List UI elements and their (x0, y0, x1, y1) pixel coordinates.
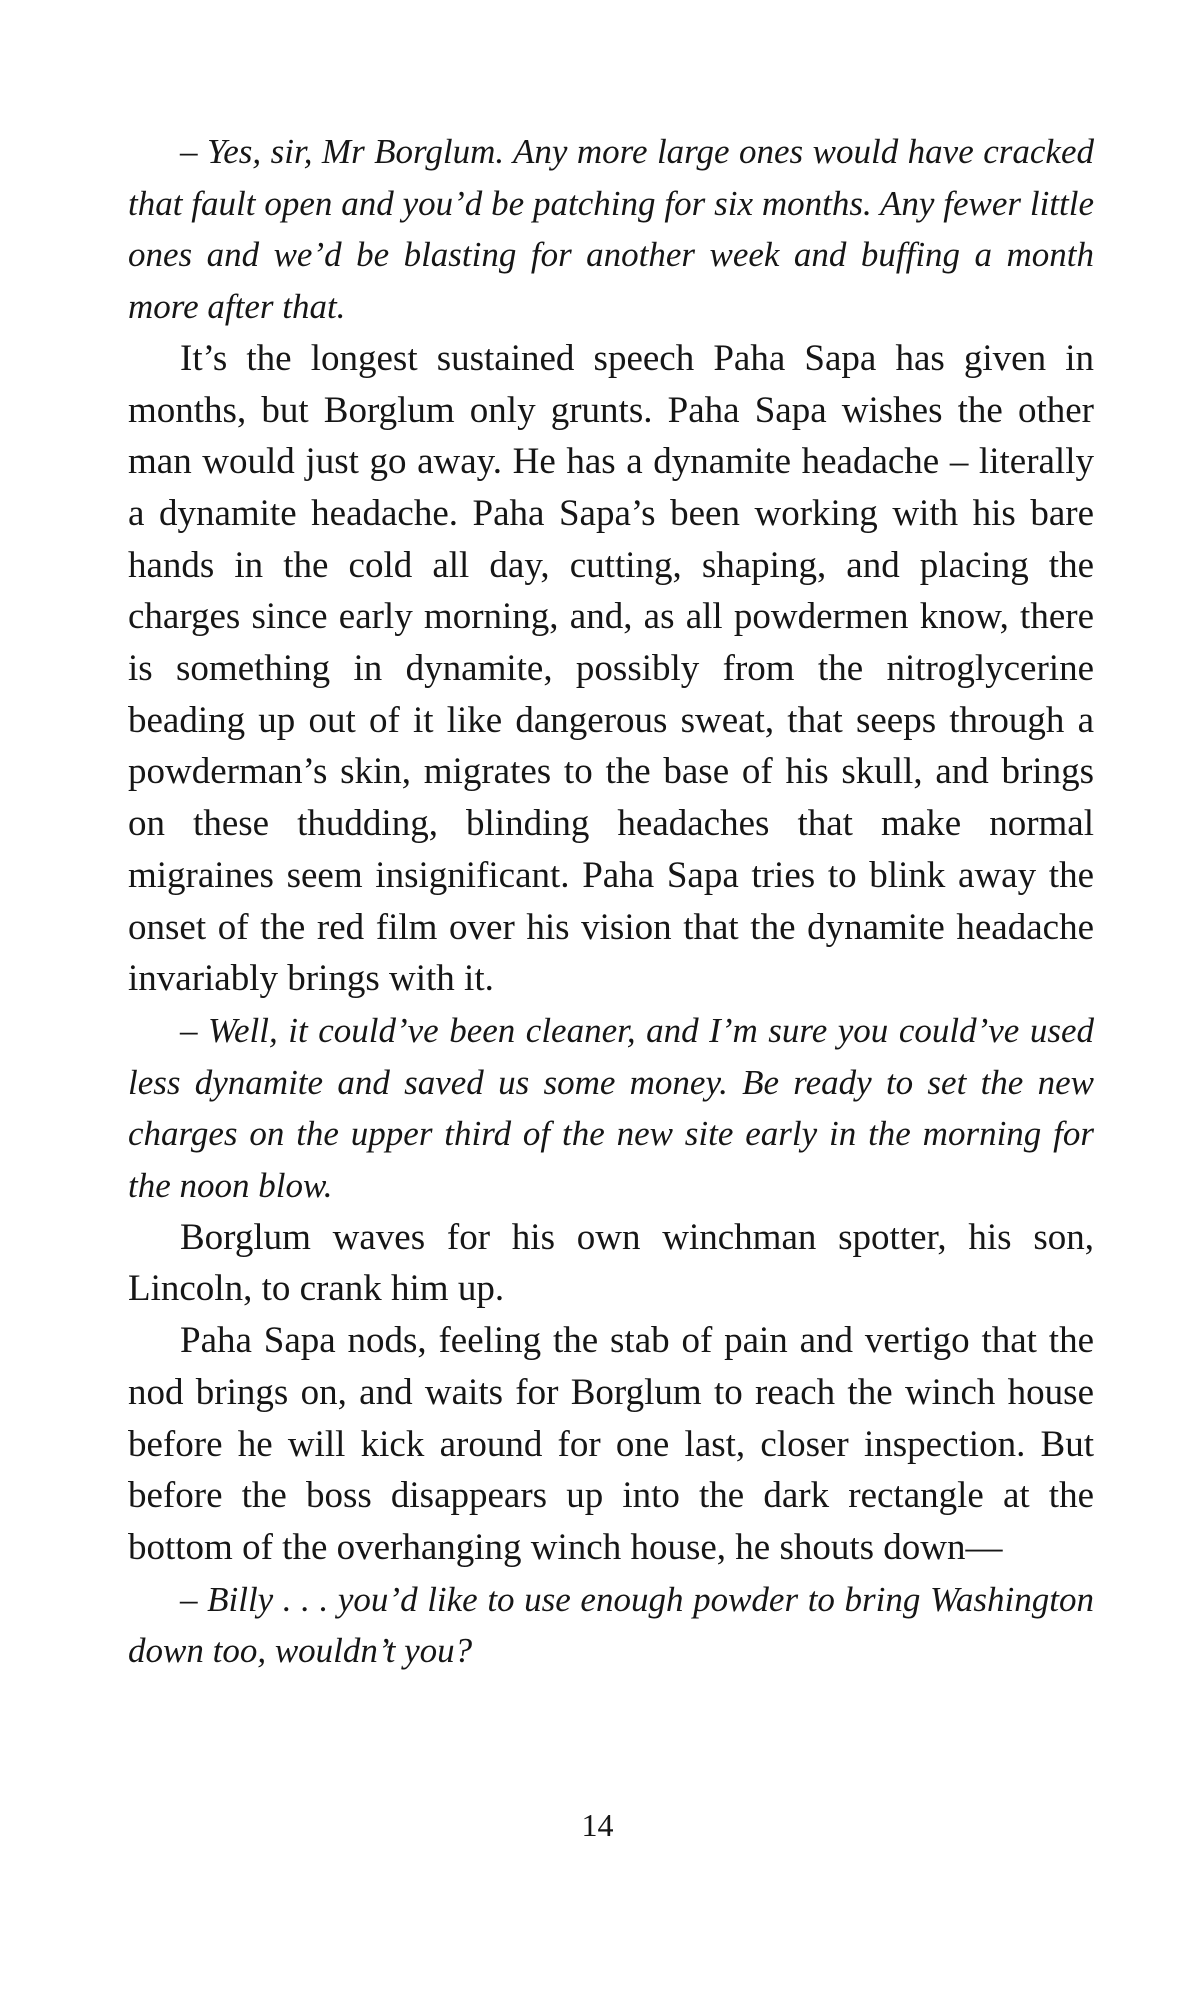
page-number: 14 (581, 1807, 614, 1843)
dialogue-paragraph: – Yes, sir, Mr Borglum. Any more large ones would have cracked that fault open and you’d be patching for six months. Any fewer little ones and we’d be blasting for another week and buffing a month more after that. (128, 132, 1094, 327)
narrative-paragraph: It’s the longest sustained speech Paha Sapa has given in months, but Borglum only grunts. Paha Sapa wishes the other man would just go away. He has a dynamite headache – literally a dynamite headache. Paha Sapa’s been working with his bare hands in the cold all day, cutting, shaping, and placing the charges since early morning, and, as all powdermen know, there is something in dynamite, possibly from the nitroglycerine beading up out of it like dangerous sweat, that seeps through a powderman’s skin, migrates to the base of his skull, and brings on these thudding, blinding headaches that make normal migraines seem insignificant. Paha Sapa tries to blink away the onset of the red film over his vision that the dynamite headache invariably brings with it. (128, 337, 1094, 1000)
dialogue-paragraph: – Billy . . . you’d like to use enough powder to bring Washington down too, wouldn’t you? (128, 1579, 1094, 1671)
narrative-paragraph: Borglum waves for his own winchman spotter, his son, Lincoln, to crank him up. (128, 1216, 1094, 1310)
body-text (128, 126, 1094, 1677)
narrative-paragraph: Paha Sapa nods, feeling the stab of pain and vertigo that the nod brings on, and waits for Borglum to reach the winch house before he will kick around for one last, closer inspection. But before the boss disappears up into the dark rectangle at the bottom of the overhanging winch house, he shouts down— (128, 1320, 1094, 1568)
dialogue-paragraph: – Well, it could’ve been cleaner, and I’m sure you could’ve used less dynamite and saved us some money. Be ready to set the new charges on the upper third of the new site early in the morning for the noon blow. (128, 1010, 1094, 1206)
